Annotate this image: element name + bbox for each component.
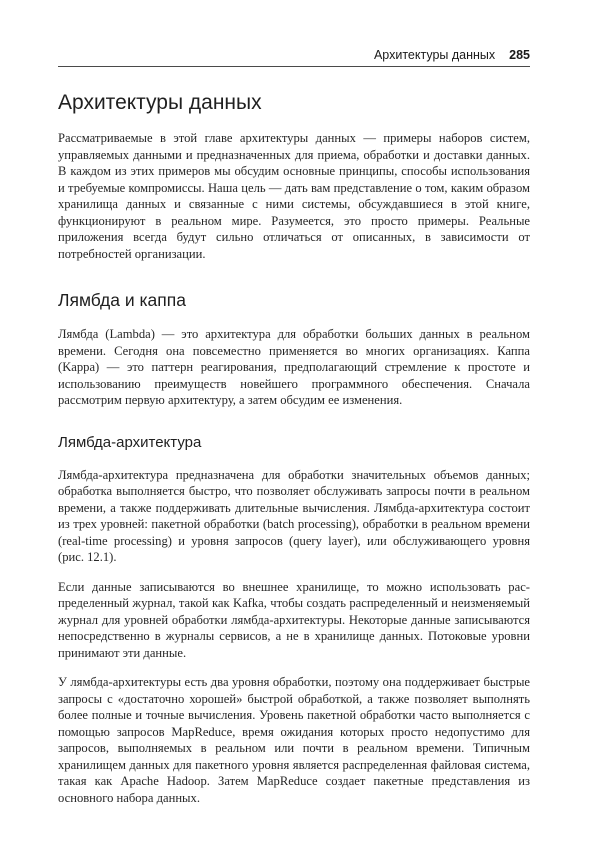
chapter-title: Архитектуры данных [58, 91, 262, 114]
page-content [58, 88, 530, 806]
header-rule [58, 66, 530, 67]
chapter-intro-paragraph: Рассматриваемые в этой главе архитектуры данных — примеры наборов систем, управляемых данными и предназначенных для приема, обработки и доставки данных. В каждом из этих примеров мы обсудим основные принципы, способы использования и требуемые компромиссы. Наша цель — дать вам представление о том, каким образом хранилища данных и связанные с ними системы, обсуждавшиеся в этой книге, функционируют в реальном мире. Разумеется, это просто примеры. Реальные приложения всегда будут сильно отличаться от описанных, в зависимости от потребностей организации. [58, 131, 530, 261]
body-paragraph: Лямбда-архитектура предназначена для обработки значительных объемов данных; обработка выполняется быстро, что позволяет обслуживать запросы почти в реальном времени, а также поддерживать длительные вычисления. Лямбда-архитектура состоит из трех уровней: пакетной обработки (batch processing), обработки в реальном времени (real-time processing) и уровня запросов (query layer), или обслуживающего уровня (рис. 12.1). [58, 467, 530, 564]
subsection-title: Лямбда-архитектура [58, 433, 202, 451]
section-title: Лямбда и каппа [58, 290, 186, 310]
running-title: Архитектуры данных [373, 48, 496, 62]
section-paragraph: Лямбда (Lambda) — это архитектура для обработки больших данных в реальном времени. Сегодня она повсеместно применяется во многих организациях. Каппа (Kappa) — это паттерн реагирования, предполагающий стремление к простоте и использованию преимуществ новейшего программного обеспечения. Сначала рассмотрим первую архитектуру, а затем обсудим ее изменения. [58, 327, 530, 407]
body-paragraph: Если данные записываются во внешнее хранилище, то можно использовать распределенный журнал, такой как Kafka, чтобы создать распределенный и неизменяемый журнал для уровней обработки лямбда-архитектуры. Некоторые данные записываются непосредственно в журналы сервисов, а не в хранилище данных. Потоковые уровни принимают эти данные. [58, 579, 530, 660]
page-number: 285 [509, 48, 530, 62]
body-paragraph: У лямбда-архитектуры есть два уровня обработки, поэтому она поддерживает быстрые запросы с «достаточно хорошей» быстрой обработкой, а также позволяет выполнять более полные и точные вычисления. Уровень пакетной обработки часто выполняется с помощью запросов MapReduce, время ожидания которых просто недопустимо для запросов, выполняемых в реальном или почти в реальном времени. Типичным хранилищем данных для пакетного уровня является распределенная файловая система, такая как Apache Hadoop. Затем MapReduce создает пакетные представления из основного набора данных. [58, 675, 530, 805]
running-head [374, 48, 530, 62]
